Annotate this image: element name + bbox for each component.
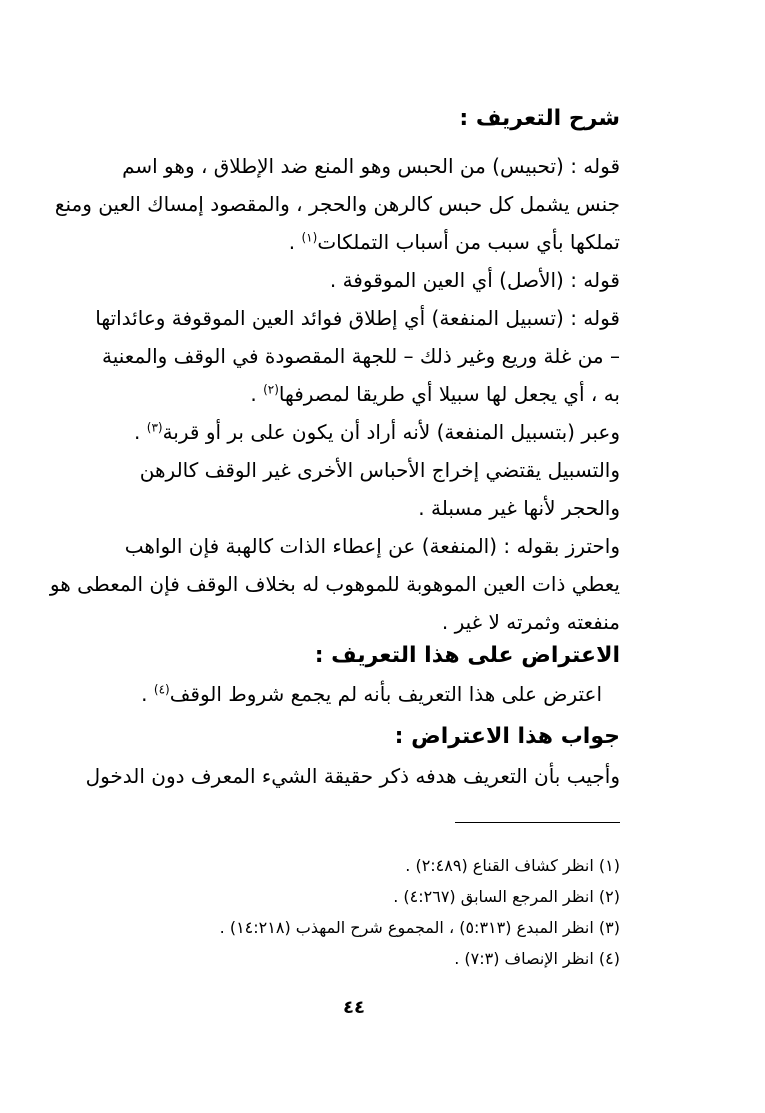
page-number: ٤٤ [343,997,365,1018]
paragraph-tahbis [54,147,620,261]
text-line: قوله : (تحبيس) من الحبس وهو المنع ضد الإطلاق ، وهو اسم [122,154,620,178]
paragraph-ihtiraz [49,527,620,641]
text-run: تملكها بأي سبب من أسباب التملكات [317,230,620,254]
text-line: واحترز بقوله : (المنفعة) عن إعطاء الذات كالهبة فإن الواهب [124,534,620,558]
heading-answer: جواب هذا الاعتراض : [394,724,620,749]
paragraph-asl [88,261,620,299]
paragraph-tasbil [88,299,620,413]
heading-definition-explanation: شرح التعريف : [459,106,620,131]
text-line: قوله : (تسبيل المنفعة) أي إطلاق فوائد العين الموقوفة وعائداتها [95,306,620,330]
paragraph-ikhraj [88,451,620,527]
text-line: جنس يشمل كل حبس كالرهن والحجر ، والمقصود إمساك العين ومنع [54,192,620,216]
text-run: وعبر (بتسبيل المنفعة) لأنه أراد أن يكون على بر أو قربة [162,420,620,444]
text-run: . [288,230,302,254]
footnote-ref-2: (٢) [263,382,279,397]
footnote-2: (٢) انظر المرجع السابق (٤:٢٦٧) . [393,887,620,906]
text-run: اعترض على هذا التعريف بأنه لم يجمع شروط الوقف [169,682,602,706]
footnote-ref-1: (١) [301,230,318,245]
text-line: قوله : (الأصل) أي العين الموقوفة . [329,268,620,292]
footnote-ref-3: (٣) [146,420,163,435]
paragraph-objection [88,675,602,713]
heading-objection: الاعتراض على هذا التعريف : [314,643,620,668]
paragraph-abbar [88,413,620,451]
text-line: – من غلة وريع وغير ذلك – للجهة المقصودة في الوقف والمعنية [102,344,620,368]
footnotes [220,850,620,974]
text-line [88,375,620,413]
footnote-3: (٣) انظر المبدع (٥:٣١٣) ، المجموع شرح المهذب (١٤:٢١٨) . [219,918,620,937]
text-line [88,223,620,261]
text-run: . [134,420,147,444]
footnote-1: (١) انظر كشاف القناع (٢:٤٨٩) . [405,856,620,875]
text-line [88,413,620,451]
text-line [88,675,602,713]
text-run: به ، أي يجعل لها سبيلا أي طريقا لمصرفها [278,382,620,406]
footnote-4: (٤) انظر الإنصاف (٧:٣) . [454,949,620,968]
text-line: والحجر لأنها غير مسبلة . [418,496,620,520]
text-line: منفعته وثمرته لا غير . [441,610,620,634]
text-run: . [141,682,154,706]
text-run: . [250,382,264,406]
footnote-separator [455,822,620,823]
paragraph-answer [85,757,620,795]
text-line: وأجيب بأن التعريف هدفه ذكر حقيقة الشيء المعرف دون الدخول [85,764,620,788]
text-line: يعطي ذات العين الموهوبة للموهوب له بخلاف الوقف فإن المعطى هو [49,572,620,596]
book-page [49,0,620,1113]
text-line: والتسبيل يقتضي إخراج الأحباس الأخرى غير الوقف كالرهن [139,458,620,482]
footnote-ref-4: (٤) [153,682,170,697]
